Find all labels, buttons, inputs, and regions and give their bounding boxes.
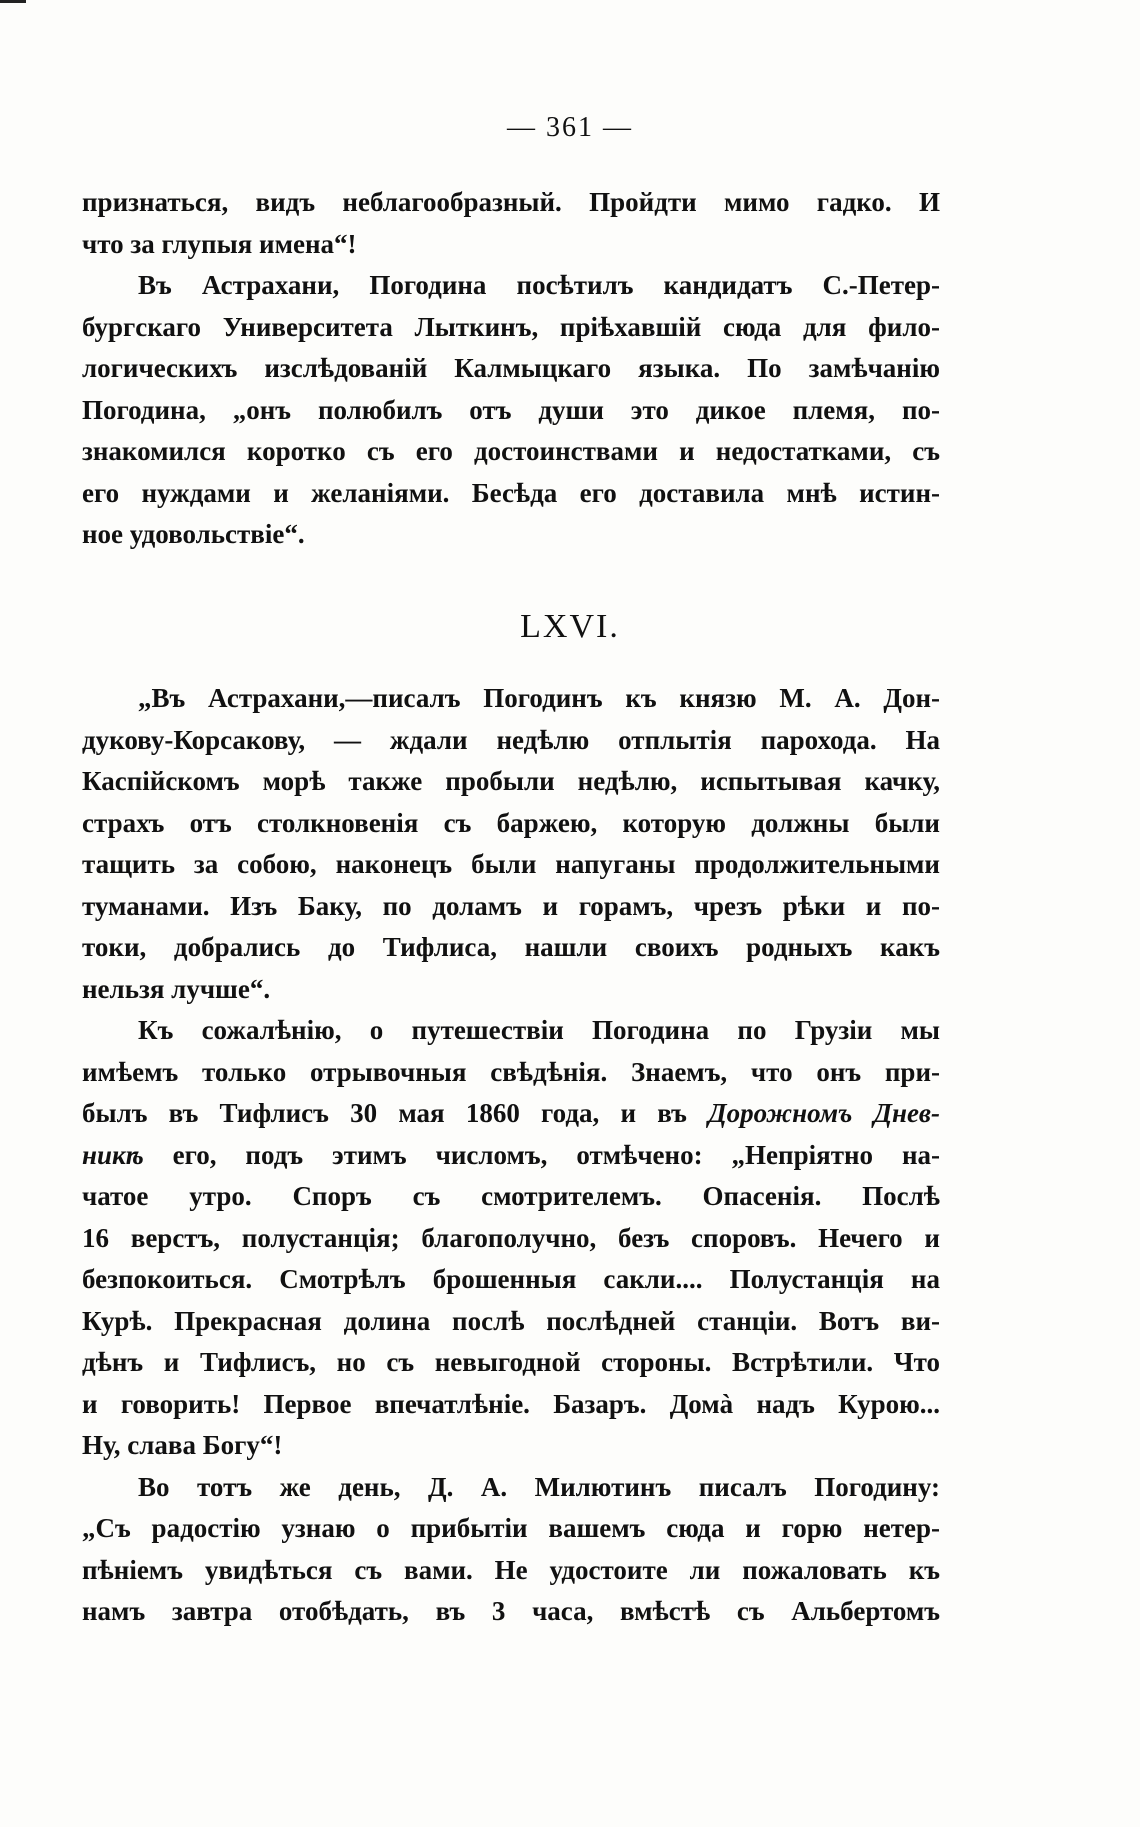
scan-corner-mark bbox=[0, 0, 26, 3]
p2-line: знакомился коротко съ его достоинствами и недостатками, съ bbox=[82, 436, 940, 466]
p4-line bbox=[82, 1135, 940, 1177]
text-block-top bbox=[82, 182, 940, 556]
p4-line: Къ сожалѣнію, о путешествіи Погодина по Грузіи мы bbox=[138, 1015, 940, 1045]
p4-line: Ну, слава Богу“! bbox=[82, 1430, 283, 1460]
p2-line: его нуждами и желаніями. Бесѣда его доставила мнѣ истин- bbox=[82, 477, 940, 508]
p5-line: Во тотъ же день, Д. А. Милютинъ писалъ Погодину: bbox=[138, 1471, 940, 1502]
p2-line: Погодина, „онъ полюбилъ отъ души это дикое племя, по- bbox=[82, 394, 940, 425]
p5-line: „Съ радостію узнаю о прибытіи вашемъ сюда и горю нетер- bbox=[82, 1513, 940, 1543]
p4-line: дѣнъ и Тифлисъ, но съ невыгодной стороны. Встрѣтили. Что bbox=[82, 1347, 940, 1377]
p4-line: и говорить! Первое впечатлѣніе. Базаръ. Домà надъ Курою... bbox=[82, 1388, 940, 1419]
page-number: — 361 — bbox=[507, 112, 633, 143]
p3-line: страхъ отъ столкновенія съ баржею, которую должны были bbox=[82, 807, 940, 838]
p1-line: что за глупыя имена“! bbox=[82, 228, 357, 259]
p4-line: чатое утро. Споръ съ смотрителемъ. Опасенія. Послѣ bbox=[82, 1181, 940, 1211]
p3-line: дукову-Корсакову, — ждали недѣлю отплытія парохода. На bbox=[82, 724, 940, 755]
p4-line bbox=[82, 1093, 940, 1135]
p4-line: Курѣ. Прекрасная долина послѣ послѣдней станціи. Вотъ ви- bbox=[82, 1305, 940, 1336]
p2-line: логическихъ изслѣдованій Калмыцкаго языка. По замѣчанію bbox=[82, 353, 940, 383]
p3-line: токи, добрались до Тифлиса, нашли своихъ родныхъ какъ bbox=[82, 932, 940, 962]
p5-line: пѣніемъ увидѣться съ вами. Не удостоите ли пожаловать къ bbox=[82, 1554, 940, 1585]
p3-line: туманами. Изъ Баку, по доламъ и горамъ, чрезъ рѣки и по- bbox=[82, 890, 940, 921]
chapter-heading: LXVI. bbox=[520, 608, 620, 645]
text-block-bottom bbox=[82, 678, 940, 1633]
p1-line: признаться, видъ неблагообразный. Пройдти мимо гадко. И bbox=[82, 187, 940, 217]
italic-title: Дорожномъ Днев- bbox=[708, 1098, 940, 1128]
p5-line: намъ завтра отобѣдать, въ 3 часа, вмѣстѣ съ Альбертомъ bbox=[82, 1596, 940, 1626]
italic-title-cont: никѣ bbox=[82, 1139, 144, 1170]
p3-line: „Въ Астрахани,—писалъ Погодинъ къ князю М. А. Дон- bbox=[138, 683, 940, 713]
p4-line: имѣемъ только отрывочныя свѣдѣнія. Знаемъ, что онъ при- bbox=[82, 1056, 940, 1087]
p4-line-start: былъ въ Тифлисъ 30 мая 1860 года, и въ bbox=[82, 1098, 709, 1128]
p3-line: тащить за собою, наконецъ были напуганы продолжительными bbox=[82, 849, 940, 879]
p4-line: 16 верстъ, полустанція; благополучно, безъ споровъ. Нечего и bbox=[82, 1222, 940, 1253]
p4-line: безпокоиться. Смотрѣлъ брошенныя сакли.... Полустанція на bbox=[82, 1264, 940, 1294]
p2-line: бургскаго Университета Лыткинъ, пріѣхавшій сюда для фило- bbox=[82, 311, 940, 342]
p3-line: Каспійскомъ морѣ также пробыли недѣлю, испытывая качку, bbox=[82, 766, 940, 796]
p4-line-rest: его, подъ этимъ числомъ, отмѣчено: „Непріятно на- bbox=[172, 1139, 941, 1170]
p3-line: нельзя лучше“. bbox=[82, 973, 271, 1004]
p2-line: Въ Астрахани, Погодина посѣтилъ кандидатъ С.-Петер- bbox=[138, 270, 940, 300]
p2-line: ное удовольствіе“. bbox=[82, 519, 305, 549]
